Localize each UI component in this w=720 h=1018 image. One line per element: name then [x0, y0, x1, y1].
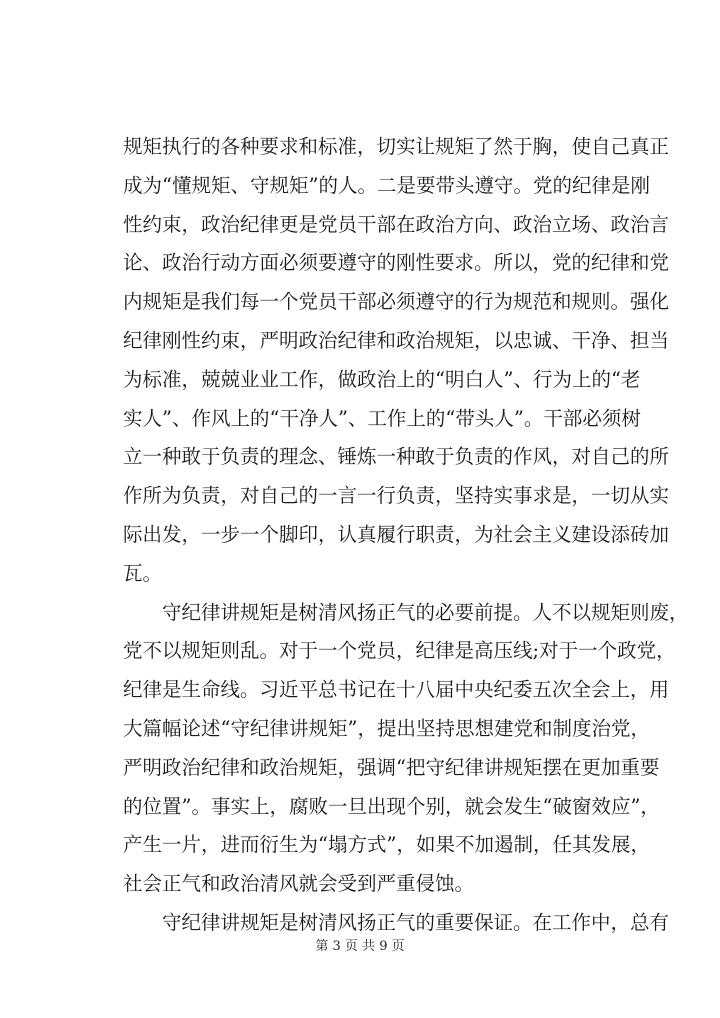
text-line: 瓦。: [123, 561, 163, 585]
text-line: 纪律刚性约束，严明政治纪律和政治规矩，以忠诚、干净、担当: [123, 328, 670, 352]
text-line: 成为“懂规矩、守规矩”的人。二是要带头遵守。党的纪律是刚: [123, 173, 650, 197]
body-text: [123, 128, 689, 943]
text-line: 党不以规矩则乱。对于一个党员，纪律是高压线;对于一个政党，: [123, 639, 676, 663]
text-line: 性约束，政治纪律更是党员干部在政治方向、政治立场、政治言: [123, 212, 670, 236]
text-line: 规矩执行的各种要求和标准，切实让规矩了然于胸，使自己真正: [123, 135, 670, 158]
text-line: 严明政治纪律和政治规矩，强调“把守纪律讲规矩摆在更加重要: [123, 755, 660, 779]
text-line: 产生一片，进而衍生为“塌方式”，如果不加遏制，任其发展，: [123, 833, 650, 857]
text-line: 实人”、作风上的“干净人”、工作上的“带头人”。干部必须树: [123, 406, 641, 430]
text-line: 大篇幅论述“守纪律讲规矩”，提出坚持思想建党和制度治党，: [123, 716, 650, 740]
text-line: 为标准，兢兢业业工作，做政治上的“明白人”、行为上的“老: [123, 367, 641, 391]
text-line: 守纪律讲规矩是树清风扬正气的必要前提。人不以规矩则废，: [123, 600, 689, 624]
text-line: 纪律是生命线。习近平总书记在十八届中央纪委五次全会上，用: [123, 678, 670, 702]
text-line: 作所为负责，对自己的一言一行负责，坚持实事求是，一切从实: [123, 484, 670, 508]
text-line: 的位置”。事实上，腐败一旦出现个别，就会发生“破窗效应”，: [123, 794, 660, 818]
page-number-footer: 第 3 页 共 9 页: [315, 939, 405, 954]
text-line: 际出发，一步一个脚印，认真履行职责，为社会主义建设添砖加: [123, 522, 670, 546]
text-line: 论、政治行动方面必须要遵守的刚性要求。所以，党的纪律和党: [123, 251, 670, 275]
text-line: 内规矩是我们每一个党员干部必须遵守的行为规范和规则。强化: [123, 290, 670, 314]
text-line: 社会正气和政治清风就会受到严重侵蚀。: [123, 872, 475, 896]
text-line: 立一种敢于负责的理念、锤炼一种敢于负责的作风，对自己的所: [123, 445, 670, 469]
text-line: 守纪律讲规矩是树清风扬正气的重要保证。在工作中，总有: [123, 910, 670, 934]
